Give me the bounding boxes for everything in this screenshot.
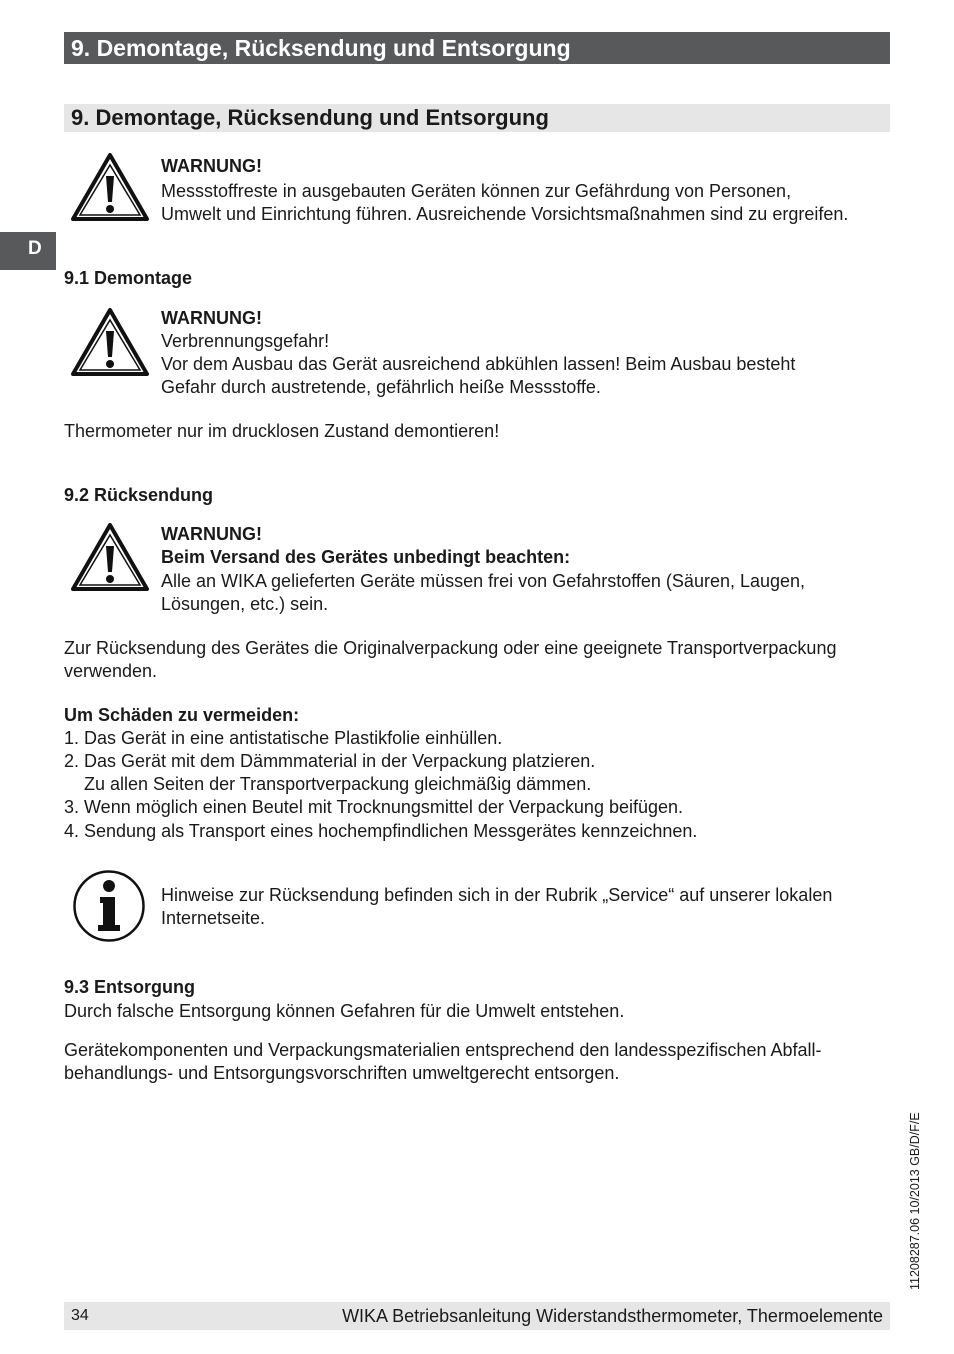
info-text-line: Internetseite. (161, 908, 266, 928)
info-text-line: Hinweise zur Rücksendung befinden sich in der Rubrik „Service“ auf unserer lokalen (161, 885, 833, 905)
warning-label: WARNUNG! (161, 524, 262, 544)
list-item: 2. Das Gerät mit dem Dämmmaterial in der Verpackung platzieren. (64, 751, 596, 771)
warning-text-line: Umwelt und Einrichtung führen. Ausreichende Vorsichtsmaßnahmen sind zu ergreifen. (161, 204, 849, 224)
warning-text-line: Vor dem Ausbau das Gerät ausreichend abkühlen lassen! Beim Ausbau besteht (161, 354, 796, 374)
header-bar (64, 32, 890, 64)
warning-triangle-icon (70, 307, 150, 377)
body-text: Gerätekomponenten und Verpackungsmaterialien entsprechend den landesspezifischen Abfall- (64, 1040, 822, 1060)
section-title-bar (64, 104, 890, 132)
language-tab (0, 232, 56, 270)
body-text: Durch falsche Entsorgung können Gefahren für die Umwelt entstehen. (64, 1001, 625, 1021)
document-code: 11208287.06 10/2013 GB/D/F/E (908, 1112, 922, 1290)
language-label: D (28, 238, 42, 259)
body-text: Zur Rücksendung des Gerätes die Originalverpackung oder eine geeignete Transportverpackung (64, 638, 837, 658)
warning-text-line: Gefahr durch austretende, gefährlich heiße Messstoffe. (161, 377, 601, 397)
page-number: 34 (71, 1307, 89, 1324)
info-icon (72, 869, 146, 943)
body-text: verwenden. (64, 661, 158, 681)
warning-label: WARNUNG! (161, 156, 262, 176)
subsection-heading: 9.1 Demontage (64, 268, 193, 288)
warning-text-line: Messstoffreste in ausgebauten Geräten können zur Gefährdung von Personen, (161, 181, 792, 201)
footer-title: WIKA Betriebsanleitung Widerstandsthermometer, Thermoelemente (342, 1306, 883, 1326)
list-heading: Um Schäden zu vermeiden: (64, 705, 300, 725)
subsection-heading: 9.2 Rücksendung (64, 485, 214, 505)
body-text: behandlungs- und Entsorgungsvorschriften umweltgerecht entsorgen. (64, 1063, 620, 1083)
list-item: 3. Wenn möglich einen Beutel mit Trocknungsmittel der Verpackung beifügen. (64, 797, 684, 817)
section-title: 9. Demontage, Rücksendung und Entsorgung (71, 105, 549, 130)
warning-label: WARNUNG! (161, 308, 262, 328)
header-title: 9. Demontage, Rücksendung und Entsorgung (71, 35, 571, 61)
subsection-heading: 9.3 Entsorgung (64, 977, 196, 997)
warning-text-line: Lösungen, etc.) sein. (161, 594, 329, 614)
footer-bar (64, 1302, 890, 1330)
list-item-continuation: Zu allen Seiten der Transportverpackung gleichmäßig dämmen. (84, 774, 592, 794)
list-item: 4. Sendung als Transport eines hochempfindlichen Messgerätes kennzeichnen. (64, 821, 698, 841)
warning-triangle-icon (70, 522, 150, 592)
list-item: 1. Das Gerät in eine antistatische Plastikfolie einhüllen. (64, 728, 503, 748)
warning-text-line: Verbrennungsgefahr! (161, 331, 330, 351)
warning-text-line: Alle an WIKA gelieferten Geräte müssen frei von Gefahrstoffen (Säuren, Laugen, (161, 571, 806, 591)
body-text: Thermometer nur im drucklosen Zustand demontieren! (64, 421, 500, 441)
warning-subheading: Beim Versand des Gerätes unbedingt beachten: (161, 547, 571, 567)
warning-triangle-icon (70, 152, 150, 222)
